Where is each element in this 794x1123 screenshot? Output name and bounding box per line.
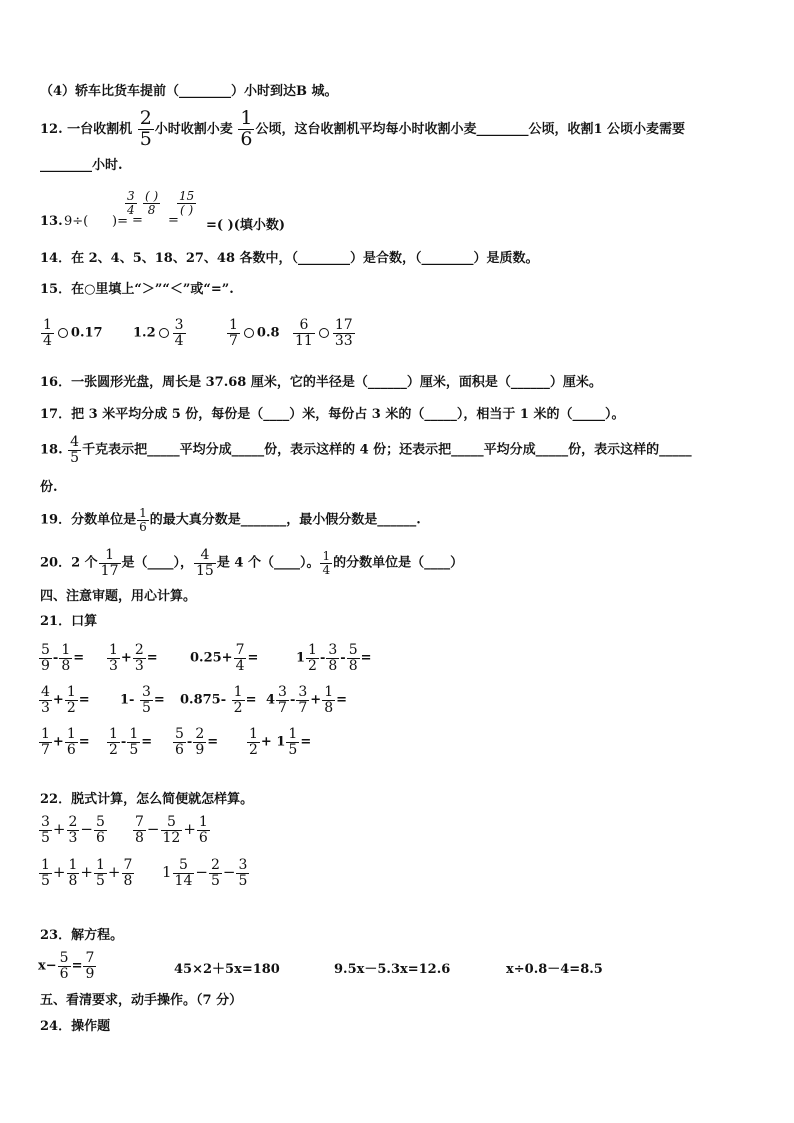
section-4-heading: 四、注意审题，用心计算。 (40, 589, 197, 604)
q21-r2-d: 4 $\frac{3}{7}$ - $\frac{3}{7}$ + $\frac{1}{8}$ = (266, 684, 348, 716)
q13-eq: = (132, 213, 143, 228)
q21-r1-b: $\frac{1}{3}$ + $\frac{2}{3}$ = (109, 642, 158, 674)
q21-r1-a: $\frac{5}{9}$ - $\frac{1}{8}$ = (41, 642, 85, 674)
question-number: 12. (40, 121, 63, 137)
q12-text: 公顷，这台收割机平均每小时收割小麦________公顷，收割1 公顷小麦需要 (255, 121, 686, 137)
q13-eq: = (168, 213, 179, 228)
fraction: $\frac{2}{5}$ (139, 107, 152, 150)
compare-circle[interactable] (58, 328, 68, 338)
q21-r1-c: 0.25+ $\frac{7}{4}$ = (190, 642, 259, 674)
q15-item-c: $\frac{1}{7}$ 0.8 (229, 317, 280, 349)
q21-r1-d: 1 $\frac{1}{2}$ - $\frac{3}{8}$ - $\frac{5}{8}$ = (296, 642, 372, 674)
q21-title: 21．口算 (40, 614, 98, 629)
q13-close: )= (112, 214, 128, 229)
q13-fraction-1: $\frac{3}{4}$ (127, 189, 135, 217)
q21-r3-d: $\frac{1}{2}$ + 1 $\frac{1}{5}$ = (249, 726, 312, 758)
q21-r3-b: $\frac{1}{2}$ - $\frac{1}{5}$ = (109, 726, 153, 758)
q19-line: 19．分数单位是 $\frac{1}{6}$ 的最大真分数是_______，最小假分数是______. (40, 506, 421, 534)
compare-circle[interactable] (244, 328, 254, 338)
q11-4-prefix: （4）轿车比货车提前（ (40, 84, 180, 99)
q15-item-d: $\frac{6}{11}$ $\frac{17}{33}$ (295, 317, 353, 349)
q17-line: 17．把 3 米平均分成 5 份，每份是（____）米，每份占 3 米的（_____），相当于 1 米的（_____）。 (40, 407, 625, 422)
answer-blank[interactable]: ________ (179, 84, 232, 99)
q15-item-b: 1.2 $\frac{3}{4}$ (133, 317, 184, 349)
q21-r3-c: $\frac{5}{6}$ - $\frac{2}{9}$ = (175, 726, 219, 758)
q20-line: 20．2 个 $\frac{1}{17}$ 是（____）， $\frac{4}{15}$ 是 4 个（____）。 $\frac{1}{4}$ 的分数单位是（____） (40, 547, 464, 579)
q21-r2-b: 1- $\frac{3}{5}$ = (120, 684, 165, 716)
compare-circle[interactable] (319, 328, 329, 338)
q13-fraction-2: $\frac{( )}{8}$ (145, 189, 159, 217)
q11-4-suffix: ）小时到达B 城。 (231, 84, 338, 99)
q24-title: 24．操作题 (40, 1019, 111, 1034)
q12-text: 一台收割机 (67, 121, 133, 137)
q22-expr-3: $\frac{1}{5}$ + $\frac{1}{8}$ + $\frac{1}{5}$ + $\frac{7}{8}$ (41, 857, 133, 889)
q14-line: 14．在 2、4、5、18、27、48 各数中，（________）是合数，（________）是质数。 (40, 251, 539, 266)
q11-4-line (40, 84, 338, 100)
q13-tail: =( )(填小数) (206, 218, 286, 233)
q21-r3-a: $\frac{1}{7}$ + $\frac{1}{6}$ = (41, 726, 90, 758)
q18-line2: 份. (40, 480, 58, 495)
q12-line2: ________小时. (40, 158, 123, 173)
q22-expr-2: $\frac{7}{8}$ − $\frac{5}{12}$ + $\frac{1}{6}$ (135, 814, 208, 846)
section-5-heading: 五、看清要求，动手操作。（7 分） (40, 993, 243, 1008)
q22-expr-4: 1 $\frac{5}{14}$ − $\frac{2}{5}$ − $\frac{3}{5}$ (162, 857, 248, 889)
fraction: $\frac{1}{6}$ (240, 107, 253, 150)
q22-expr-1: $\frac{3}{5}$ + $\frac{2}{3}$ − $\frac{5}{6}$ (41, 814, 105, 846)
compare-circle[interactable] (159, 328, 169, 338)
q21-r2-a: $\frac{4}{3}$ + $\frac{1}{2}$ = (41, 684, 90, 716)
q13-number: 13. (40, 214, 63, 229)
q13-fraction-3: $\frac{15}{( )}$ (179, 189, 195, 217)
q23-eq-3: 9.5x－5.3x=12.6 (334, 962, 451, 977)
q23-title: 23．解方程。 (40, 928, 124, 943)
q15-title: 15．在○里填上“＞”“＜”或“=”. (40, 282, 234, 297)
q22-title: 22．脱式计算，怎么简便就怎样算。 (40, 792, 254, 807)
q16-line: 16．一张圆形光盘，周长是 37.68 厘米，它的半径是（______）厘米，面积是（______）厘米。 (40, 375, 602, 390)
q12-line1 (40, 109, 685, 150)
q13-text: 9÷( (64, 214, 89, 229)
q15-item-a: $\frac{1}{4}$ 0.17 (43, 317, 103, 349)
q23-eq-1: x− $\frac{5}{6}$ = $\frac{7}{9}$ (38, 950, 95, 982)
q12-text: 小时收割小麦 (154, 121, 233, 137)
q23-eq-2: 45×2＋5x=180 (174, 962, 280, 977)
q21-r2-c: 0.875- $\frac{1}{2}$ = (180, 684, 257, 716)
q23-eq-4: x÷0.8－4=8.5 (506, 962, 603, 977)
q18-line1: 18. $\frac{4}{5}$ 千克表示把_____平均分成_____份，表示这样的 4 份；还表示把_____平均分成_____份，表示这样的_____ (40, 434, 692, 466)
